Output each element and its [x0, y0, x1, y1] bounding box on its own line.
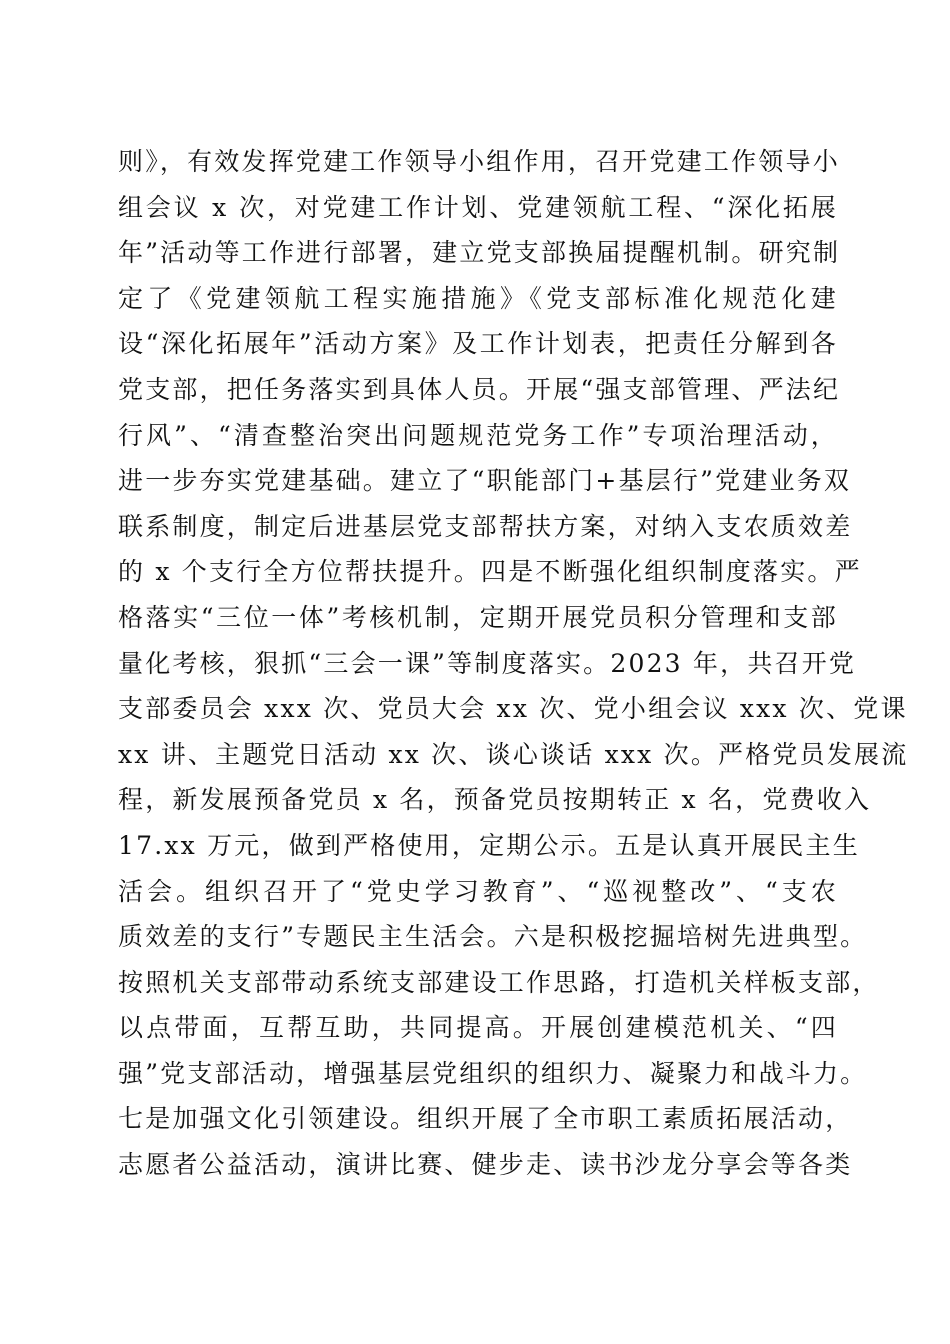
text-line: 17.xx 万元，做到严格使用，定期公示。五是认真开展民主生 [118, 830, 860, 860]
text-line: 进一步夯实党建基础。建立了“职能部门+基层行”党建业务双 [118, 466, 852, 496]
text-line: 质效差的支行”专题民主生活会。六是积极挖掘培树先进典型。 [118, 922, 868, 952]
text-line: 强”党支部活动，增强基层党组织的组织力、凝聚力和战斗力。 [118, 1058, 868, 1088]
text-line: 按照机关支部带动系统支部建设工作思路，打造机关样板支部， [118, 967, 880, 997]
text-line: 支部委员会 xxx 次、党员大会 xx 次、党小组会议 xxx 次、党课 [118, 694, 908, 724]
text-line: 志愿者公益活动，演讲比赛、健步走、读书沙龙分享会等各类 [118, 1150, 853, 1180]
text-line: 则》，有效发挥党建工作领导小组作用，召开党建工作领导小 [118, 147, 840, 176]
text-line: 定了《党建领航工程实施措施》《党支部标准化规范化建 [118, 283, 838, 313]
text-line: 联系制度，制定后进基层党支部帮扶方案，对纳入支农质效差 [118, 511, 853, 541]
text-line: 年”活动等工作进行部署，建立党支部换届提醒机制。研究制 [118, 238, 841, 268]
text-line: 设“深化拓展年”活动方案》及工作计划表，把责任分解到各 [118, 329, 838, 359]
text-line: 党支部，把任务落实到具体人员。开展“强支部管理、严法纪 [118, 374, 841, 404]
text-line: 组会议 x 次，对党建工作计划、党建领航工程、“深化拓展 [118, 192, 838, 222]
text-line: 格落实“三位一体”考核机制，定期开展党员积分管理和支部 [118, 602, 838, 632]
text-line: xx 讲、主题党日活动 xx 次、谈心谈话 xxx 次。严格党员发展流 [118, 739, 909, 769]
text-line: 的 x 个支行全方位帮扶提升。四是不断强化组织制度落实。严 [118, 557, 862, 587]
body-text [118, 139, 909, 1188]
text-line: 活会。组织召开了“党史学习教育”、“巡视整改”、“支农 [118, 876, 838, 906]
text-line: 行风”、“清查整治突出问题规范党务工作”专项治理活动， [118, 420, 838, 450]
text-line: 七是加强文化引领建设。组织开展了全市职工素质拓展活动， [118, 1104, 853, 1134]
text-line: 程，新发展预备党员 x 名，预备党员按期转正 x 名，党费收入 [118, 785, 872, 815]
text-line: 量化考核，狠抓“三会一课”等制度落实。2023 年，共召开党 [118, 648, 857, 678]
text-line: 以点带面，互帮互助，共同提高。开展创建模范机关、“四 [118, 1013, 838, 1043]
